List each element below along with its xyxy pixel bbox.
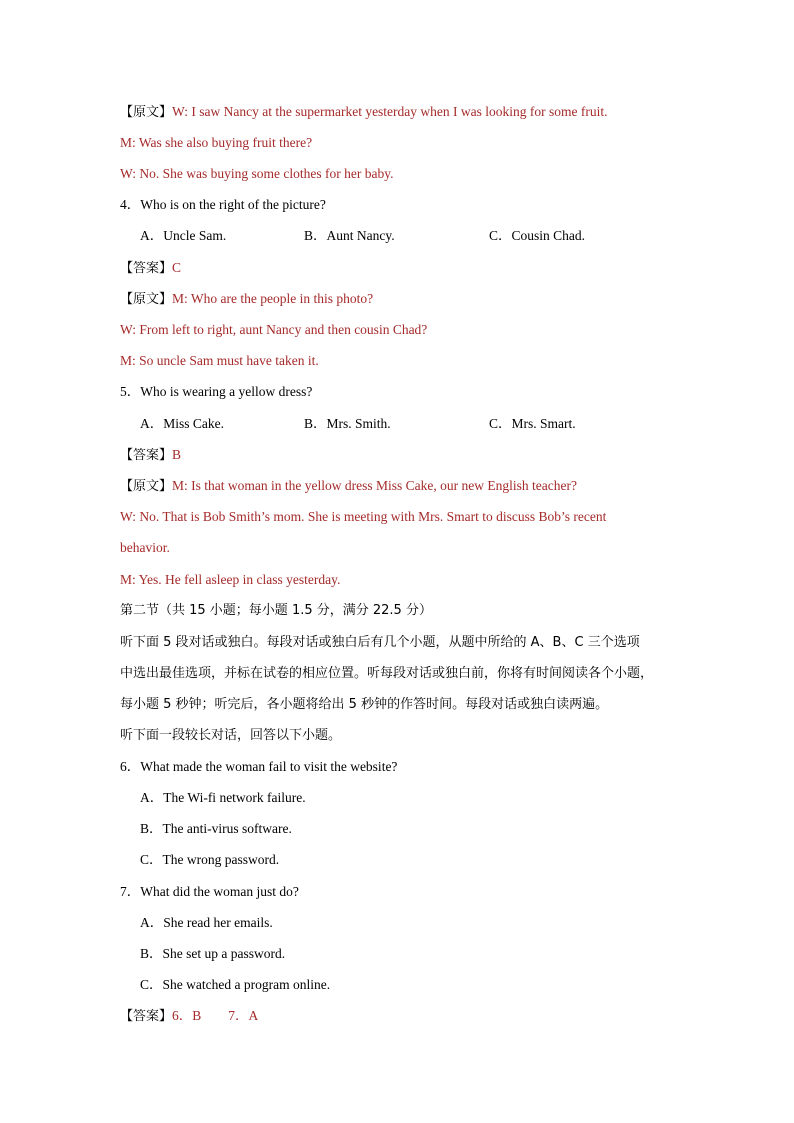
transcript-3-line-1: 【原文】M: Is that woman in the yellow dress Miss Cake, our new English teacher? xyxy=(120,478,577,494)
section-2-title: 第二节（共 15 小题；每小题 1.5 分，满分 22.5 分） xyxy=(120,603,432,618)
question-7-option-c: C．She watched a program online. xyxy=(140,977,331,992)
instructions-line-1: 听下面 5 段对话或独白。每段对话或独白后有几个小题，从题中所给的 A、B、C 三个选项 xyxy=(120,635,640,650)
instructions-line-4: 听下面一段较长对话，回答以下小题。 xyxy=(120,728,342,743)
transcript-1-line-1: 【原文】W: I saw Nancy at the supermarket yesterday when I was looking for some fruit. xyxy=(120,104,608,120)
yuanwen-tag: 【原文】 xyxy=(120,105,173,120)
question-7-option-a: A．She read her emails. xyxy=(140,915,273,930)
question-6: 6．What made the woman fail to visit the website? xyxy=(120,759,398,774)
question-7: 7．What did the woman just do? xyxy=(120,884,299,899)
question-4-option-c: C．Cousin Chad. xyxy=(489,228,586,243)
question-5-option-c: C．Mrs. Smart. xyxy=(489,416,576,431)
daan-tag: 【答案】 xyxy=(120,1009,173,1024)
transcript-2-line-2: W: From left to right, aunt Nancy and then cousin Chad? xyxy=(120,322,428,337)
transcript-2-line-1: 【原文】M: Who are the people in this photo? xyxy=(120,291,374,307)
question-6-option-c: C．The wrong password. xyxy=(140,852,280,867)
question-5: 5．Who is wearing a yellow dress? xyxy=(120,384,313,399)
question-6-option-b: B．The anti-virus software. xyxy=(140,821,292,836)
daan-tag: 【答案】 xyxy=(120,448,173,463)
transcript-3-line-3: behavior. xyxy=(120,540,170,555)
question-5-option-b: B．Mrs. Smith. xyxy=(304,416,391,431)
yuanwen-tag: 【原文】 xyxy=(120,479,173,494)
transcript-3-line-2: W: No. That is Bob Smith’s mom. She is meeting with Mrs. Smart to discuss Bob’s recent xyxy=(120,509,607,524)
question-4-option-b: B．Aunt Nancy. xyxy=(304,228,395,243)
question-4-option-a: A．Uncle Sam. xyxy=(140,228,227,243)
question-5-answer: 【答案】B xyxy=(120,447,182,463)
transcript-3-line-4: M: Yes. He fell asleep in class yesterday. xyxy=(120,572,341,587)
question-4: 4．Who is on the right of the picture? xyxy=(120,197,326,212)
yuanwen-tag: 【原文】 xyxy=(120,292,173,307)
transcript-1-line-3: W: No. She was buying some clothes for her baby. xyxy=(120,166,394,181)
daan-tag: 【答案】 xyxy=(120,261,173,276)
transcript-1-line-2: M: Was she also buying fruit there? xyxy=(120,135,313,150)
question-7-option-b: B．She set up a password. xyxy=(140,946,286,961)
transcript-2-line-3: M: So uncle Sam must have taken it. xyxy=(120,353,319,368)
question-6-option-a: A．The Wi-fi network failure. xyxy=(140,790,306,805)
instructions-line-2: 中选出最佳选项，并标在试卷的相应位置。听每段对话或独白前，你将有时间阅读各个小题， xyxy=(120,666,654,681)
instructions-line-3: 每小题 5 秒钟；听完后，各小题将给出 5 秒钟的作答时间。每段对话或独白读两遍。 xyxy=(120,697,609,712)
questions-6-7-answer: 【答案】6．B 7．A xyxy=(120,1008,259,1024)
question-5-option-a: A．Miss Cake. xyxy=(140,416,224,431)
question-4-answer: 【答案】C xyxy=(120,260,182,276)
